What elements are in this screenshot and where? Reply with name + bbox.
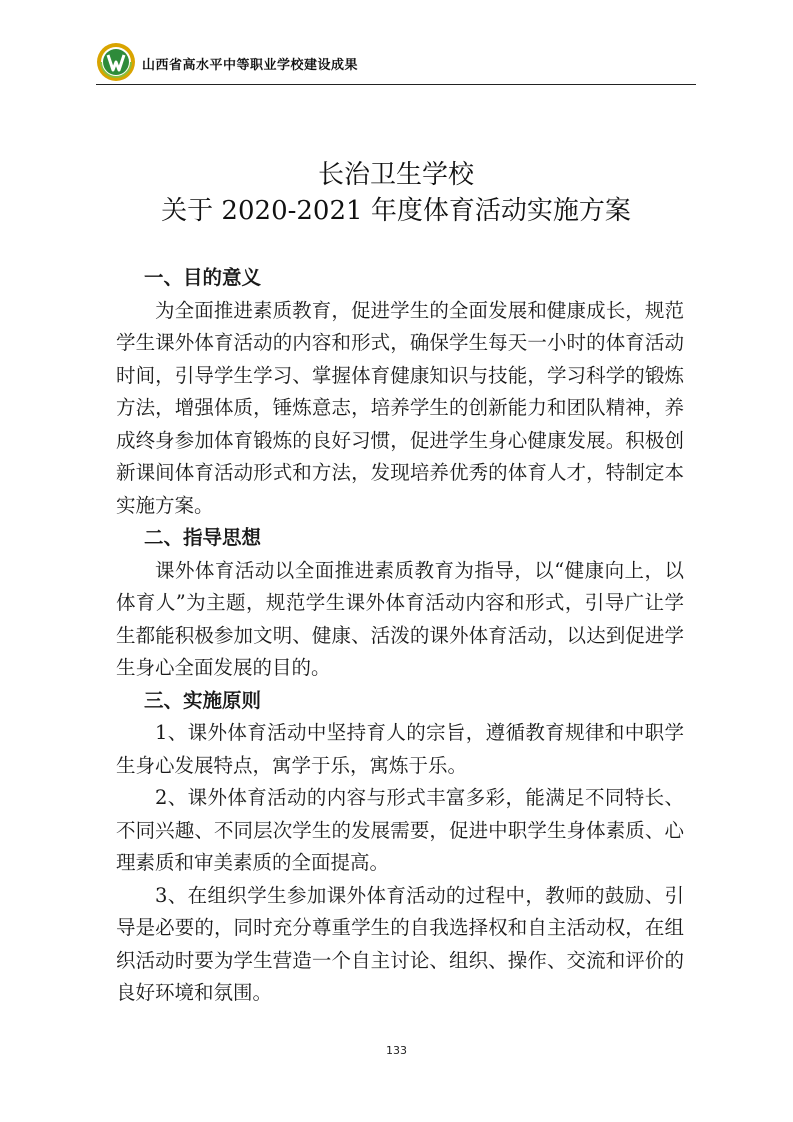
page-number: 133 [386,1044,407,1057]
document-body [116,262,684,1010]
paragraph: 1、课外体育活动中坚持育人的宗旨，遵循教育规律和中职学生身心发展特点，寓学于乐，寓炼于乐。 [116,721,684,777]
header-divider [96,84,696,85]
document-title-line-2: 关于 2020-2021 年度体育活动实施方案 [161,196,631,226]
page-header [96,42,696,84]
paragraph: 2、课外体育活动的内容与形式丰富多彩，能满足不同特长、不同兴趣、不同层次学生的发展需要，促进中职学生身体素质、心理素质和审美素质的全面提高。 [116,786,684,874]
section-heading-principles: 三、实施原则 [144,688,262,712]
section-heading-purpose: 一、目的意义 [144,266,262,289]
paragraph: 课外体育活动以全面推进素质教育为指导，以“健康向上，以体育人”为主题，规范学生课外体育活动内容和形式，引导广让学生都能积极参加文明、健康、活泼的课外体育活动，以达到促进学生身心全面发展的目的。 [116,558,684,679]
paragraph: 为全面推进素质教育，促进学生的全面发展和健康成长，规范学生课外体育活动的内容和形式，确保学生每天一小时的体育活动时间，引导学生学习、掌握体育健康知识与技能，学习科学的锻炼方法，增强体质，锤炼意志，培养学生的创新能力和团队精神，养成终身参加体育锻炼的良好习惯，促进学生身心健康发展。积极创新课间体育活动形式和方法，发现培养优秀的体育人才，特制定本实施方案。 [116,298,684,517]
document-title-line-1: 长治卫生学校 [317,160,474,190]
header-title: 山西省高水平中等职业学校建设成果 [142,58,359,73]
section-heading-guiding-ideology: 二、指导思想 [144,526,262,549]
paragraph: 3、在组织学生参加课外体育活动的过程中，教师的鼓励、引导是必要的，同时充分尊重学生的自我选择权和自主活动权，在组织活动时要为学生营造一个自主讨论、组织、操作、交流和评价的良好环境和氛围。 [116,883,684,1004]
school-logo-icon [96,42,136,82]
